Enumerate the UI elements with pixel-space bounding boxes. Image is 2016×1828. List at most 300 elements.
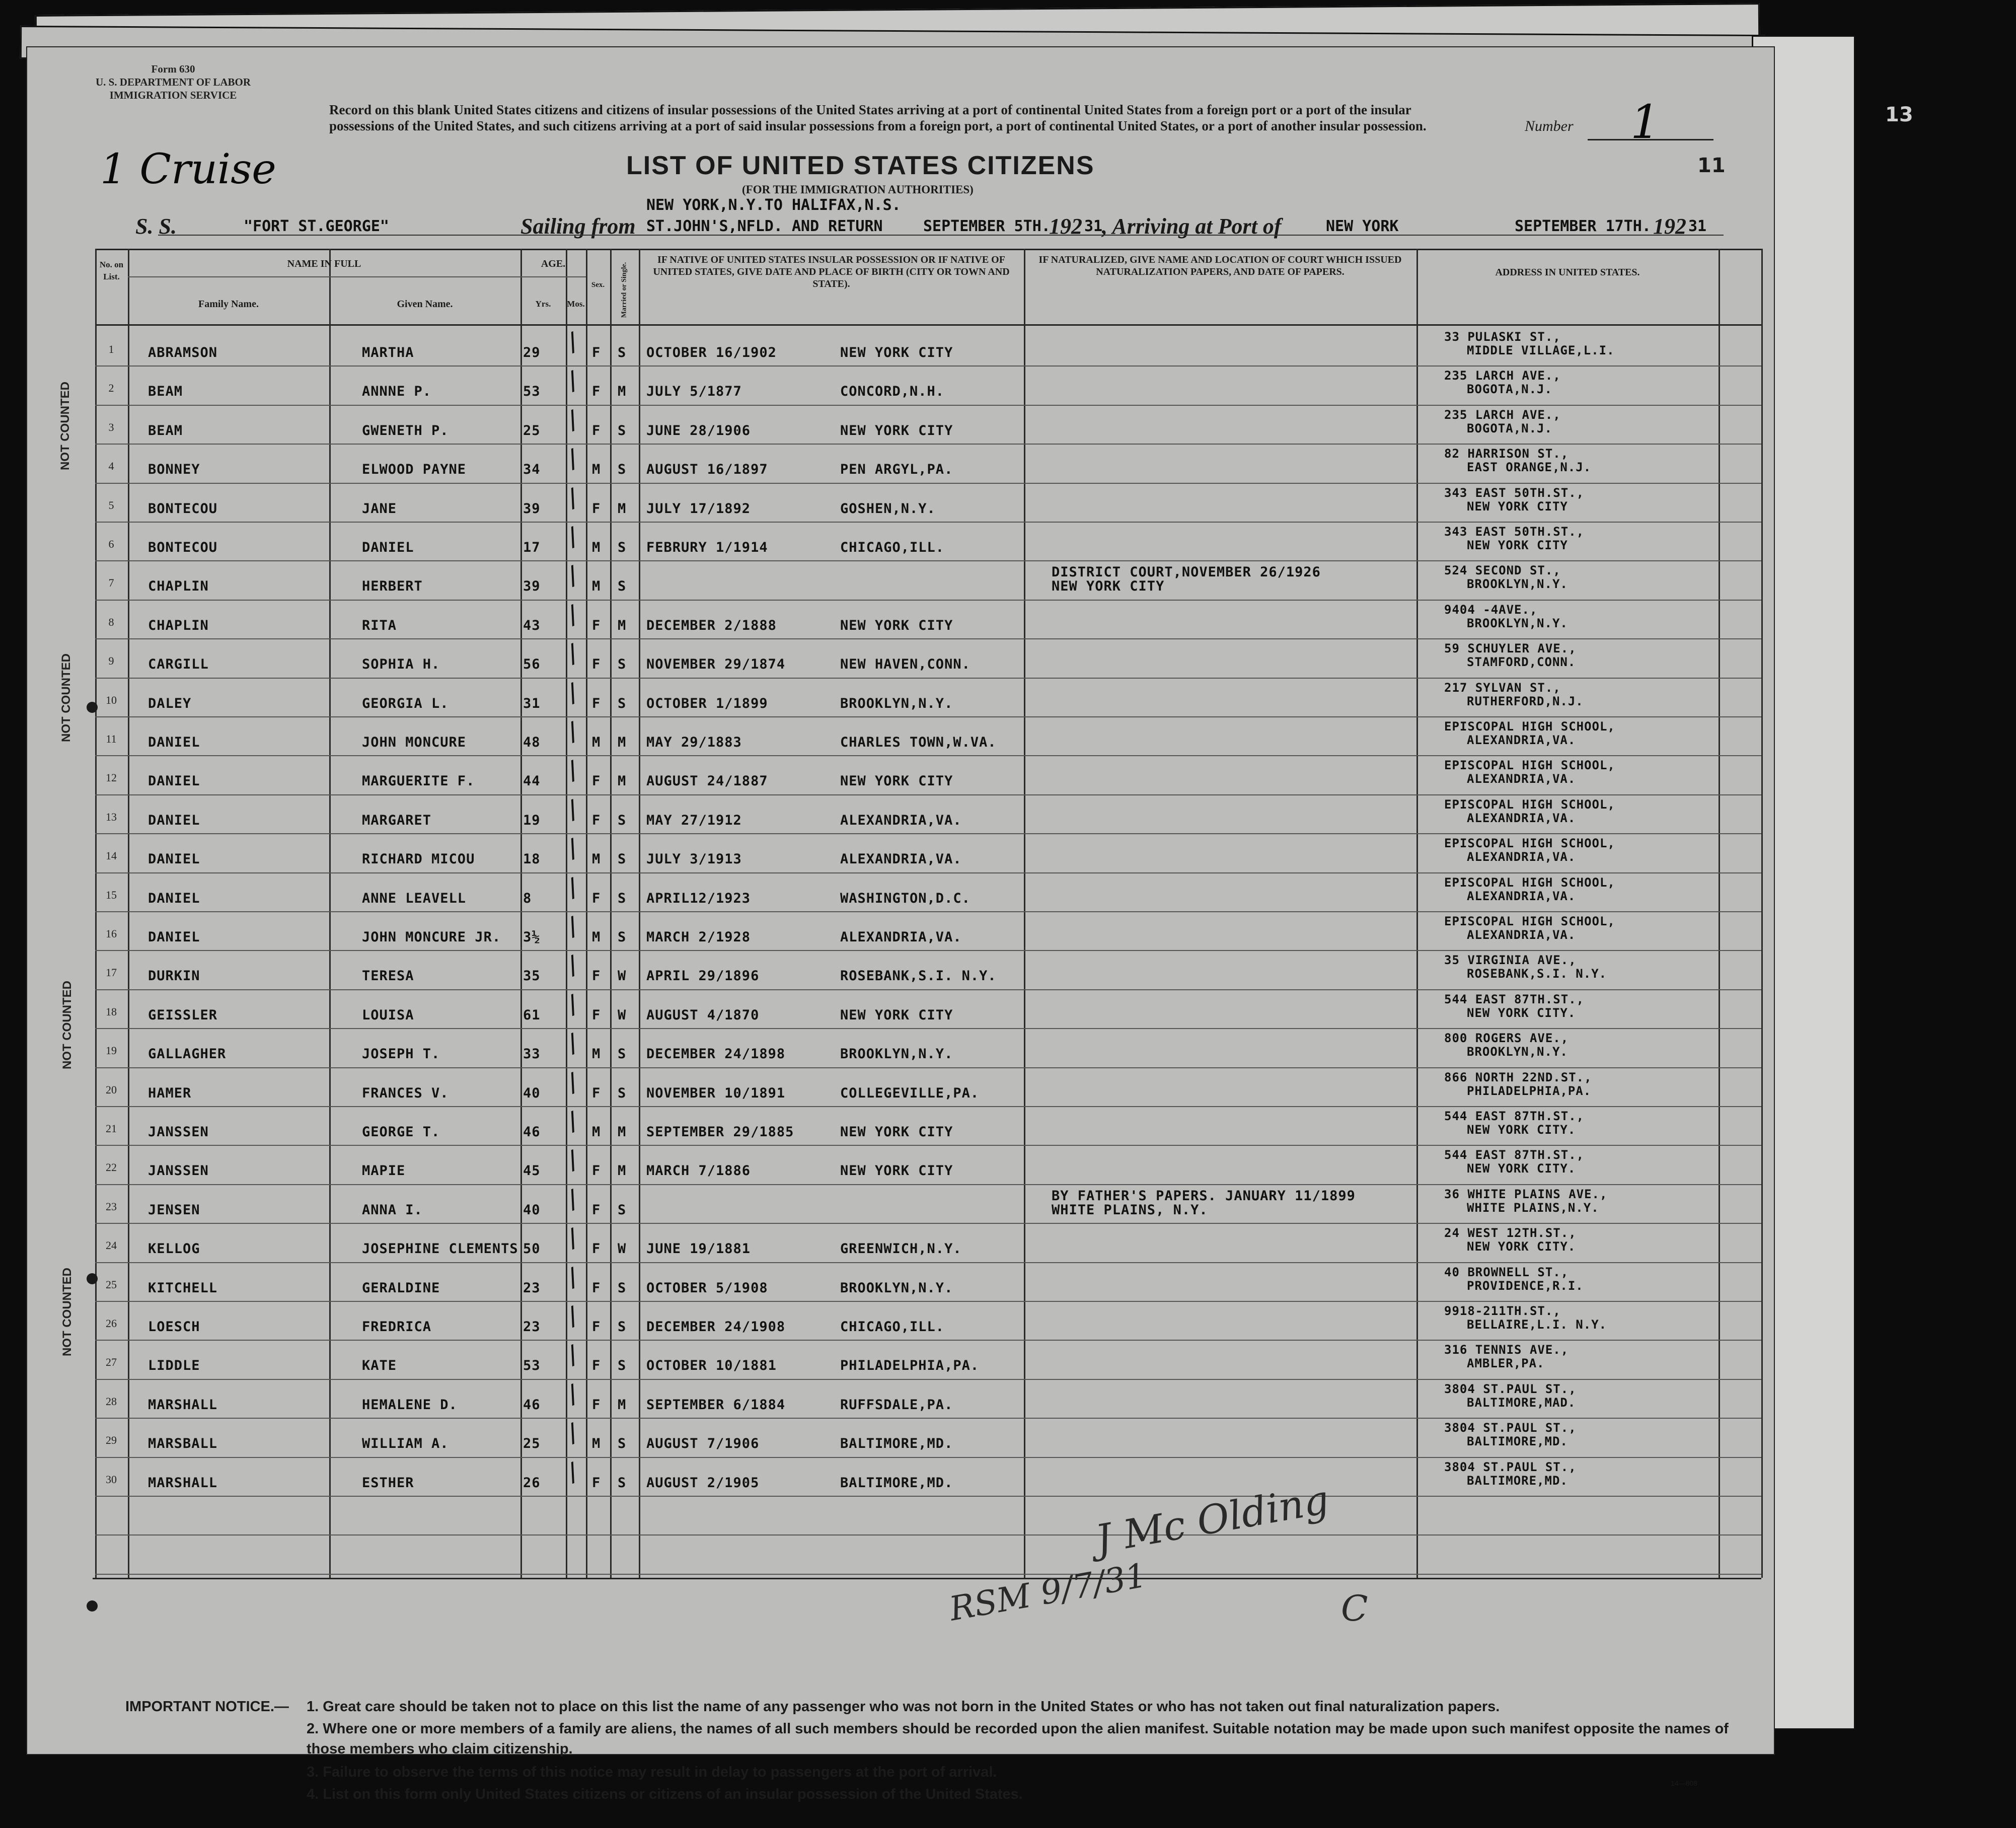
family-name: JENSEN [148,1202,200,1218]
marital-status: S [618,462,627,478]
address-line2: NEW YORK CITY. [1467,1123,1576,1137]
age-years: 40 [523,1085,541,1101]
birth-place: CHICAGO,ILL. [840,540,945,555]
sex: F [592,1358,601,1374]
given-name: ANNE LEAVELL [362,890,467,906]
address-line1: EPISCOPAL HIGH SCHOOL, [1444,914,1615,928]
given-name: GWENETH P. [362,422,449,438]
address-line2: WHITE PLAINS,N.Y. [1467,1200,1599,1215]
row-number: 14 [106,849,117,862]
given-name: KATE [362,1358,397,1374]
marital-status: S [618,1436,627,1452]
birth-place: BROOKLYN,N.Y. [840,1046,953,1062]
birth-date: FEBRURY 1/1914 [646,540,768,555]
sex: M [592,1046,601,1062]
given-name: ELWOOD PAYNE [362,462,467,478]
age-years: 46 [523,1397,541,1413]
sex: F [592,812,601,828]
given-name: MARTHA [362,345,414,360]
marital-status: M [618,500,627,517]
birth-date: JUNE 19/1881 [646,1241,751,1257]
form-code: 14—808 [1671,1779,1697,1787]
address-line1: 59 SCHUYLER AVE., [1444,641,1577,656]
check-mark: / [563,794,582,825]
age-years: 8 [523,890,532,906]
address-line1: 343 EAST 50TH.ST., [1444,485,1585,500]
age-years: 19 [523,812,541,828]
address-line1: EPISCOPAL HIGH SCHOOL, [1444,797,1615,812]
marital-status: S [618,929,627,945]
birth-date: NOVEMBER 29/1874 [646,656,786,673]
check-mark: / [563,638,582,669]
not-counted-stamp: NOT COUNTED [60,981,74,1069]
row-number: 13 [106,810,117,823]
family-name: BEAM [148,422,183,438]
check-mark: / [563,1145,582,1176]
check-mark: / [563,833,582,864]
notice-item: 3. Failure to observe the terms of this notice may result in delay to passengers at the port of arrival. [307,1764,997,1780]
row-rule [95,950,1761,951]
marital-status: M [618,773,627,789]
name-subheader-rule [128,276,520,277]
age-years: 25 [523,1436,541,1452]
age-years: 29 [523,345,541,360]
birth-date: SEPTEMBER 6/1884 [646,1397,786,1413]
list-number: 1 [1630,95,1660,149]
birth-date: AUGUST 7/1906 [646,1436,760,1452]
address-line2: NEW YORK CITY. [1467,1005,1576,1020]
age-years: 46 [523,1124,541,1140]
header-married-single: Married or Single. [620,262,628,318]
address-line1: 544 EAST 87TH.ST., [1444,992,1585,1006]
sailing-label: Sailing from [520,214,636,239]
address-line1: 343 EAST 50TH.ST., [1444,525,1585,539]
address-line2: ALEXANDRIA,VA. [1467,772,1576,786]
page-subtitle: (FOR THE IMMIGRATION AUTHORITIES) [742,183,974,196]
column-rule [1761,249,1763,1578]
notice-item: 4. List on this form only United States citizens or citizens of an insular possession of the United States. [307,1786,1023,1802]
address-line2: RUTHERFORD,N.J. [1467,694,1584,708]
given-name: GEORGIA L. [362,695,449,711]
check-mark: / [563,950,582,981]
given-name: HEMALENE D. [362,1397,458,1413]
department: U. S. DEPARTMENT OF LABOR [95,76,251,88]
naturalization-location: NEW YORK CITY [1052,578,1165,595]
sex: F [592,1007,601,1023]
age-years: 23 [523,1319,541,1335]
marital-status: M [618,1397,627,1413]
marital-status: S [618,540,627,555]
row-rule [95,1028,1761,1029]
address-line1: EPISCOPAL HIGH SCHOOL, [1444,875,1615,890]
birth-place: ROSEBANK,S.I. N.Y. [840,968,997,984]
age-years: 34 [523,462,541,478]
family-name: JANSSEN [148,1124,209,1140]
marital-status: M [618,384,627,400]
check-mark: / [563,1418,582,1448]
family-name: CHAPLIN [148,578,209,595]
birth-date: OCTOBER 16/1902 [646,345,777,360]
marital-status: M [618,735,627,750]
sex: M [592,578,601,595]
address-line1: 544 EAST 87TH.ST., [1444,1109,1585,1123]
age-years: 23 [523,1280,541,1296]
sex: F [592,1280,601,1296]
birth-place: NEW YORK CITY [840,422,953,438]
family-name: DANIEL [148,890,200,906]
header-sex: Sex. [591,281,605,289]
family-name: BEAM [148,384,183,400]
age-years: 50 [523,1241,541,1257]
birth-place: GOSHEN,N.Y. [840,500,936,517]
row-number: 12 [106,771,117,784]
row-rule [95,1067,1761,1068]
birth-place: PHILADELPHIA,PA. [840,1358,980,1374]
family-name: MARSBALL [148,1436,218,1452]
marital-status: S [618,1202,627,1218]
marital-status: W [618,968,627,984]
given-name: DANIEL [362,540,414,555]
sex: F [592,1085,601,1101]
birth-date: APRIL 29/1896 [646,968,760,984]
marital-status: S [618,1319,627,1335]
given-name: JOHN MONCURE [362,735,467,750]
age-years: 40 [523,1202,541,1218]
given-name: RICHARD MICOU [362,851,475,867]
marital-status: S [618,1358,627,1374]
birth-date: NOVEMBER 10/1891 [646,1085,786,1101]
age-years: 31 [523,695,541,711]
address-line2: NEW YORK CITY. [1467,1239,1576,1254]
row-rule [95,600,1761,601]
given-name: JOSEPHINE CLEMENTS [362,1241,518,1257]
birth-place: BALTIMORE,MD. [840,1436,953,1452]
header-mos: Mos. [567,299,585,309]
age-years: 53 [523,384,541,400]
given-name: ANNA I. [362,1202,423,1218]
sailing-from-line2: ST.JOHN'S,NFLD. AND RETURN [646,217,883,235]
birth-date: OCTOBER 10/1881 [646,1358,777,1374]
header-no: No. on List. [99,260,124,281]
age-years: 45 [523,1163,541,1179]
sex: F [592,1397,601,1413]
family-name: KELLOG [148,1241,200,1257]
birth-place: ALEXANDRIA,VA. [840,851,962,867]
family-name: BONNEY [148,462,200,478]
birth-date: AUGUST 16/1897 [646,462,768,478]
row-rule [95,755,1761,756]
row-rule [95,1262,1761,1263]
row-rule [95,872,1761,873]
family-name: DURKIN [148,968,200,984]
row-number: 17 [106,966,117,979]
address-line2: NEW YORK CITY [1467,538,1568,552]
address-line1: 524 SECOND ST., [1444,563,1561,578]
address-line2: NEW YORK CITY. [1467,1161,1576,1176]
sex: F [592,500,601,517]
check-mark: / [563,1106,582,1137]
age-years: 39 [523,578,541,595]
row-rule [95,1418,1761,1419]
birth-place: ALEXANDRIA,VA. [840,929,962,945]
image-page-number: 13 [1885,103,1913,126]
row-rule [95,638,1761,639]
initials-date: RSM 9/7/31 [946,1556,1150,1629]
family-name: DALEY [148,695,192,711]
row-rule [95,1496,1761,1497]
check-mark: / [563,482,582,513]
address-line1: 3804 ST.PAUL ST., [1444,1421,1577,1435]
marital-status: S [618,656,627,673]
punch-hole [87,702,98,713]
given-name: GEORGE T. [362,1124,440,1140]
check-mark: / [563,404,582,435]
check-mark: / [563,1223,582,1254]
check-mark: / [563,444,582,474]
family-name: LOESCH [148,1319,200,1335]
row-rule [95,1145,1761,1146]
address-line2: BALTIMORE,MD. [1467,1473,1568,1488]
row-rule [95,483,1761,484]
birth-date: AUGUST 4/1870 [646,1007,760,1023]
marital-status: S [618,1475,627,1491]
sex: F [592,1319,601,1335]
header-yrs: Yrs. [535,299,551,309]
ship-name: "FORT ST.GEORGE" [244,217,389,235]
birth-date: APRIL12/1923 [646,890,751,906]
address-line2: BOGOTA,N.J. [1467,382,1552,397]
birth-place: BROOKLYN,N.Y. [840,695,953,711]
age-years: 39 [523,500,541,517]
address-line1: 544 EAST 87TH.ST., [1444,1148,1585,1162]
birth-date: JUNE 28/1906 [646,422,751,438]
birth-place: COLLEGEVILLE,PA. [840,1085,980,1101]
row-rule [95,405,1761,406]
arrival-year: 31 [1688,217,1707,235]
family-name: LIDDLE [148,1358,200,1374]
marital-status: W [618,1007,627,1023]
row-number: 25 [106,1278,117,1291]
address-line2: AMBLER,PA. [1467,1356,1545,1371]
address-line2: BALTIMORE,MAD. [1467,1395,1576,1410]
birth-date: AUGUST 2/1905 [646,1475,760,1491]
check-mark: / [563,1300,582,1332]
address-line1: 82 HARRISON ST., [1444,447,1569,461]
sailing-from-line1: NEW YORK,N.Y.TO HALIFAX,N.S. [646,196,901,214]
address-line1: EPISCOPAL HIGH SCHOOL, [1444,758,1615,773]
sex: F [592,695,601,711]
row-rule [95,1184,1761,1185]
row-number: 10 [106,693,117,706]
check-mark: / [563,1184,582,1214]
given-name: FRANCES V. [362,1085,449,1101]
family-name: KITCHELL [148,1280,218,1296]
row-rule [95,1301,1761,1302]
birth-date: MAY 27/1912 [646,812,742,828]
sex: M [592,1124,601,1140]
sex: M [592,540,601,555]
naturalization-court: DISTRICT COURT,NOVEMBER 26/1926 [1052,564,1321,580]
page-number: 11 [1697,154,1726,177]
address-line1: 24 WEST 12TH.ST., [1444,1226,1577,1240]
year-prefix: 192 [1049,214,1082,239]
header-naturalized: IF NATURALIZED, GIVE NAME AND LOCATION OF COURT WHICH ISSUED NATURALIZATION PAPERS, AND DATE OF PAPERS. [1038,254,1402,277]
marital-status: M [618,1124,627,1140]
naturalization-court: BY FATHER'S PAPERS. JANUARY 11/1899 [1052,1188,1356,1204]
given-name: WILLIAM A. [362,1436,449,1452]
address-line2: EAST ORANGE,N.J. [1467,460,1592,475]
marital-status: S [618,578,627,595]
page-title: LIST OF UNITED STATES CITIZENS [626,151,1095,180]
marital-status: S [618,345,627,360]
marital-status: S [618,695,627,711]
check-mark: / [563,365,582,396]
address-line1: 9918-211TH.ST., [1444,1304,1561,1318]
given-name: ANNNE P. [362,384,432,400]
family-name: BONTECOU [148,540,218,555]
sex: M [592,1436,601,1452]
birth-date: AUGUST 24/1887 [646,773,768,789]
family-name: MARSHALL [148,1397,218,1413]
check-mark: / [563,989,582,1019]
sex: M [592,929,601,945]
sex: F [592,617,601,633]
sex: F [592,1241,601,1257]
birth-place: NEW YORK CITY [840,773,953,789]
age-years: 35 [523,968,541,984]
check-mark: / [563,755,582,786]
marital-status: S [618,851,627,867]
sex: F [592,890,601,906]
form-number: Form 630 [151,63,195,75]
age-years: 56 [523,656,541,673]
family-name: GALLAGHER [148,1046,227,1062]
address-line2: BALTIMORE,MD. [1467,1434,1568,1449]
sex: F [592,656,601,673]
header-given-name: Given Name. [397,299,453,310]
address-line1: EPISCOPAL HIGH SCHOOL, [1444,836,1615,851]
row-rule [95,911,1761,912]
address-line2: STAMFORD,CONN. [1467,655,1576,670]
family-name: DANIEL [148,851,200,867]
sex: M [592,735,601,750]
age-years: 26 [523,1475,541,1491]
sex: F [592,422,601,438]
birth-place: RUFFSDALE,PA. [840,1397,953,1413]
birth-date: MARCH 7/1886 [646,1163,751,1179]
birth-date: MAY 29/1883 [646,735,742,750]
check-mark: / [563,521,582,552]
table-bottom-rule [93,1578,1761,1579]
row-rule [95,1106,1761,1107]
table-top-rule [95,249,1761,250]
instruction-text: Record on this blank United States citizens and citizens of insular possessions of the United States arriving at a port of continental United States from a foreign port or a port of the insular possessions of the United States, and such citizens arriving at a port of said insular possessions from a foreign port, a port of continental United States, or a port of another insular possession. [329,102,1427,133]
sex: M [592,462,601,478]
address-line1: 36 WHITE PLAINS AVE., [1444,1187,1608,1201]
birth-place: BALTIMORE,MD. [840,1475,953,1491]
address-line2: PHILADELPHIA,PA. [1467,1083,1592,1098]
given-name: SOPHIA H. [362,656,440,673]
voyage-underline [158,235,1724,236]
family-name: CHAPLIN [148,617,209,633]
address-line2: ALEXANDRIA,VA. [1467,850,1576,864]
arrival-year-prefix: 192 [1653,214,1686,239]
cruise-note: 1 Cruise [100,145,276,193]
given-name: TERESA [362,968,414,984]
punch-hole [87,1600,98,1612]
marital-status: S [618,422,627,438]
row-number: 28 [106,1395,117,1408]
row-rule [95,1340,1761,1341]
address-line1: 9404 -4AVE., [1444,602,1538,617]
sex: F [592,1475,601,1491]
birth-place: ALEXANDRIA,VA. [840,812,962,828]
header-bottom-rule [95,324,1761,326]
family-name: DANIEL [148,735,200,750]
header-age: AGE. [541,258,566,269]
birth-place: NEW YORK CITY [840,1007,953,1023]
not-counted-stamp: NOT COUNTED [59,653,73,742]
row-number: 3 [108,420,114,433]
address-line2: ALEXANDRIA,VA. [1467,733,1576,747]
birth-date: JULY 17/1892 [646,500,751,517]
address-line1: EPISCOPAL HIGH SCHOOL, [1444,719,1615,734]
not-counted-stamp: NOT COUNTED [58,382,72,470]
age-years: 61 [523,1007,541,1023]
row-rule [95,522,1761,523]
age-years: 48 [523,735,541,750]
address-line1: 33 PULASKI ST., [1444,330,1561,344]
birth-date: JULY 5/1877 [646,384,742,400]
birth-place: NEW YORK CITY [840,1163,953,1179]
birth-place: NEW YORK CITY [840,617,953,633]
family-name: HAMER [148,1085,192,1101]
row-rule [95,1534,1761,1535]
address-line1: 3804 ST.PAUL ST., [1444,1381,1577,1396]
marital-status: W [618,1241,627,1257]
check-mark: / [563,560,582,591]
service: IMMIGRATION SERVICE [109,89,237,101]
given-name: MARGARET [362,812,432,828]
address-line2: BROOKLYN,N.Y. [1467,577,1568,592]
punch-hole [87,1273,98,1284]
address-line1: 40 BROWNELL ST., [1444,1265,1569,1279]
marital-status: S [618,812,627,828]
row-rule [95,989,1761,990]
birth-date: OCTOBER 1/1899 [646,695,768,711]
address-line2: ALEXANDRIA,VA. [1467,928,1576,942]
sex: F [592,968,601,984]
row-number: 16 [106,927,117,940]
not-counted-stamp: NOT COUNTED [60,1268,74,1356]
family-name: BONTECOU [148,500,218,517]
row-number: 2 [108,382,114,395]
birth-place: WASHINGTON,D.C. [840,890,970,906]
row-rule [95,1223,1761,1224]
header-address: ADDRESS IN UNITED STATES. [1495,267,1640,278]
check-mark: / [563,599,582,630]
marital-status: M [618,1163,627,1179]
age-years: 3½ [523,929,541,945]
check-mark: / [563,872,582,903]
given-name: MAPIE [362,1163,406,1179]
age-years: 25 [523,422,541,438]
row-rule [95,560,1761,561]
birth-place: PEN ARGYL,PA. [840,462,953,478]
row-number: 15 [106,888,117,901]
family-name: MARSHALL [148,1475,218,1491]
check-mark: / [563,716,582,747]
